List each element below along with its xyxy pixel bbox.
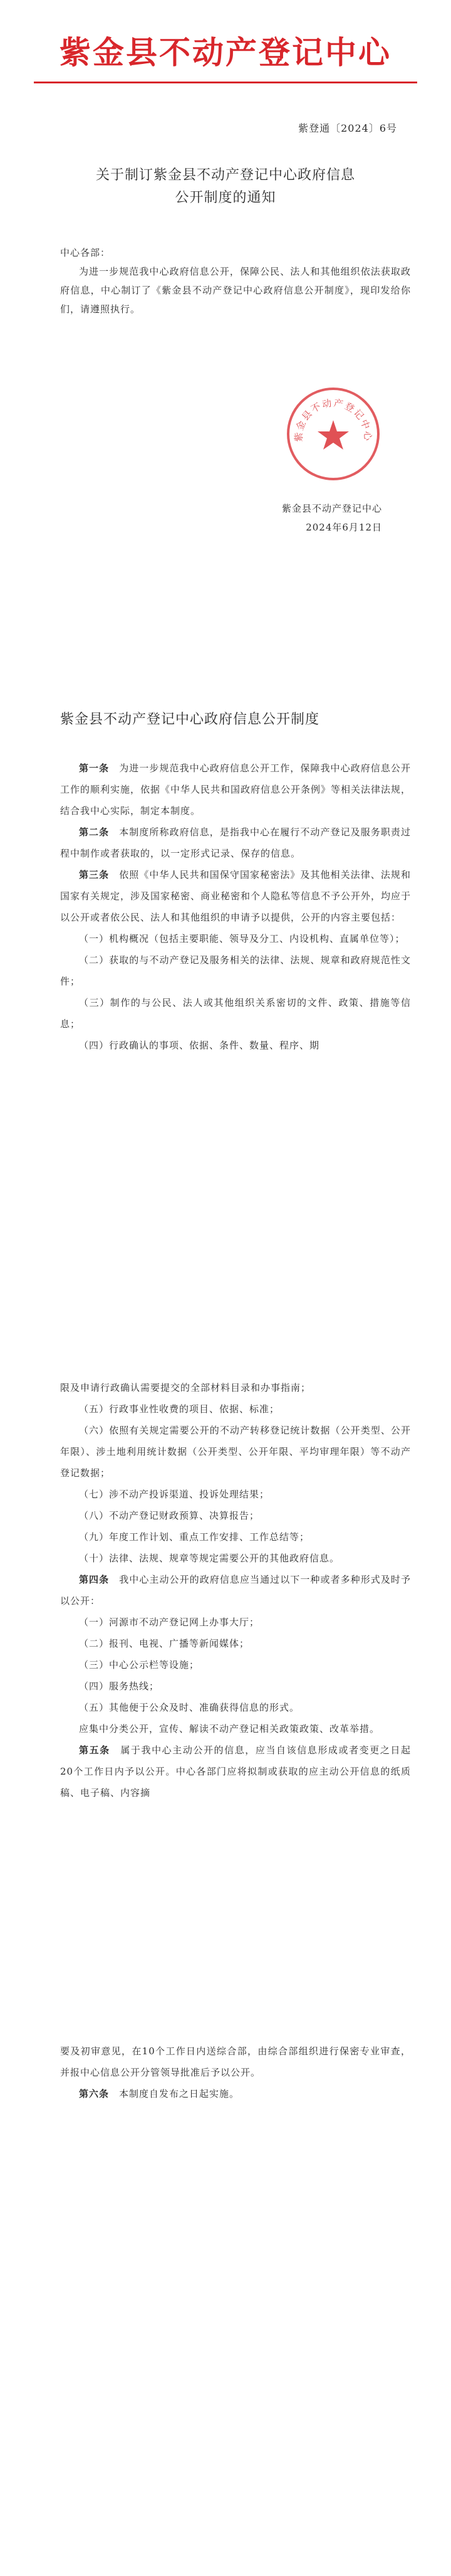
list-item: （三）中心公示栏等设施； xyxy=(79,1659,200,1671)
document-number: 紫登通〔2024〕6号 xyxy=(298,122,397,134)
letterhead-title: 紫金县不动产登记中心 xyxy=(60,34,391,71)
signature-date: 2024年6月12日 xyxy=(306,522,382,533)
article-paragraph xyxy=(60,1739,411,1803)
article-paragraph xyxy=(60,864,411,928)
list-item: （四）行政确认的事项、依据、条件、数量、程序、期 xyxy=(79,1040,320,1051)
list-item: （八）不动产登记财政预算、决算报告； xyxy=(79,1510,260,1521)
article-paragraph xyxy=(60,1569,411,1612)
article-paragraph xyxy=(60,757,411,821)
policy-body-page2 xyxy=(60,757,411,1056)
article-text: 本制度所称政府信息，是指我中心在履行不动产登记及服务职责过程中制作或者获取的，以一定形式记录、保存的信息。 xyxy=(60,826,411,859)
article-text: 本制度自发布之日起实施。 xyxy=(119,2088,240,2099)
policy-page-2 xyxy=(0,1298,451,1950)
list-item: （六）依照有关规定需要公开的不动产转移登记统计数据（公开类型、公开年限）、涉土地利用统计数据（公开类型、公开年限、平均审理年限）等不动产登记数据； xyxy=(60,1425,411,1479)
article-text: 我中心主动公开的政府信息应当通过以下一种或者多种形式及时予以公开： xyxy=(60,1574,411,1607)
notice-title-line1: 关于制订紫金县不动产登记中心政府信息 xyxy=(95,167,355,183)
signature-organization: 紫金县不动产登记中心 xyxy=(281,503,382,514)
signature-block xyxy=(282,499,382,537)
list-item: （五）行政事业性收费的项目、依据、标准； xyxy=(79,1403,280,1415)
list-item: （二）获取的与不动产登记及服务相关的法律、法规、规章和政府规范性文件； xyxy=(60,954,411,987)
article-paragraph xyxy=(60,821,411,864)
notice-body: 为进一步规范我中心政府信息公开，保障公民、法人和其他组织依法获取政府信息，中心制订了《紫金县不动产登记中心政府信息公开制度》，现印发给你们，请遵照执行。 xyxy=(60,266,411,315)
list-item: （一）机构概况（包括主要职能、领导及分工、内设机构、直属单位等）； xyxy=(79,933,405,944)
list-item: （七）涉不动产投诉渠道、投诉处理结果； xyxy=(79,1489,270,1500)
list-item: （五）其他便于公众及时、准确获得信息的形式。 xyxy=(79,1702,300,1713)
official-seal-icon xyxy=(283,384,383,484)
list-item: （十）法律、法规、规章等规定需要公开的其他政府信息。 xyxy=(79,1553,340,1564)
salutation: 中心各部： xyxy=(60,247,111,258)
list-item: （四）服务热线； xyxy=(79,1681,160,1692)
policy-body-page3 xyxy=(60,1377,411,1803)
article-label: 第一条 xyxy=(79,763,110,774)
seal-text: 紫金县不动产登记中心 xyxy=(293,397,374,442)
article-label: 第二条 xyxy=(79,826,110,838)
article-text: 为进一步规范我中心政府信息公开工作，保障我中心政府信息公开工作的顺利实施，依据《中华人民共和国政府信息公开条例》等相关法律法规，结合我中心实际，制定本制度。 xyxy=(60,763,412,816)
list-item: （二）报刊、电视、广播等新闻媒体； xyxy=(79,1638,250,1649)
article-label: 第四条 xyxy=(79,1574,110,1585)
list-item: （三）制作的与公民、法人或其他组织关系密切的文件、政策、措施等信息； xyxy=(60,997,411,1030)
list-item: （一）河源市不动产登记网上办事大厅； xyxy=(79,1617,260,1628)
notice-title xyxy=(0,164,451,209)
continued-text: 限及申请行政确认需要提交的全部材料目录和办事指南； xyxy=(60,1382,311,1393)
policy-page-3 xyxy=(0,1949,451,2576)
article-label: 第五条 xyxy=(79,1745,110,1756)
letterhead-rule xyxy=(34,82,417,83)
article-label: 第六条 xyxy=(79,2088,110,2099)
notice-page xyxy=(0,0,451,647)
list-item: （九）年度工作计划、重点工作安排、工作总结等； xyxy=(79,1531,310,1543)
policy-page-1 xyxy=(0,646,451,1299)
article-text: 属于我中心主动公开的信息，应当自该信息形成或者变更之日起20个工作日内予以公开。中心各部门应将拟制或获取的应主动公开信息的纸质稿、电子稿、内容摘 xyxy=(60,1745,411,1798)
article-paragraph xyxy=(60,2083,411,2104)
policy-title: 紫金县不动产登记中心政府信息公开制度 xyxy=(60,712,320,727)
continued-text: 要及初审意见，在10个工作日内送综合部，由综合部组织进行保密专业审查，并报中心信息公开分管领导批准后予以公开。 xyxy=(60,2045,411,2078)
notice-title-line2: 公开制度的通知 xyxy=(175,190,276,206)
policy-body-page4 xyxy=(60,2040,411,2104)
list-item: 应集中分类公开，宣传、解读不动产登记相关政策政策、改革举措。 xyxy=(79,1723,380,1734)
article-text: 依照《中华人民共和国保守国家秘密法》及其他相关法律、法规和国家有关规定，涉及国家秘密、商业秘密和个人隐私等信息不予公开外，均应于以公开或者依公民、法人和其他组织的申请予以提供，公开的内容主要包括： xyxy=(60,869,412,923)
article-label: 第三条 xyxy=(79,869,110,880)
